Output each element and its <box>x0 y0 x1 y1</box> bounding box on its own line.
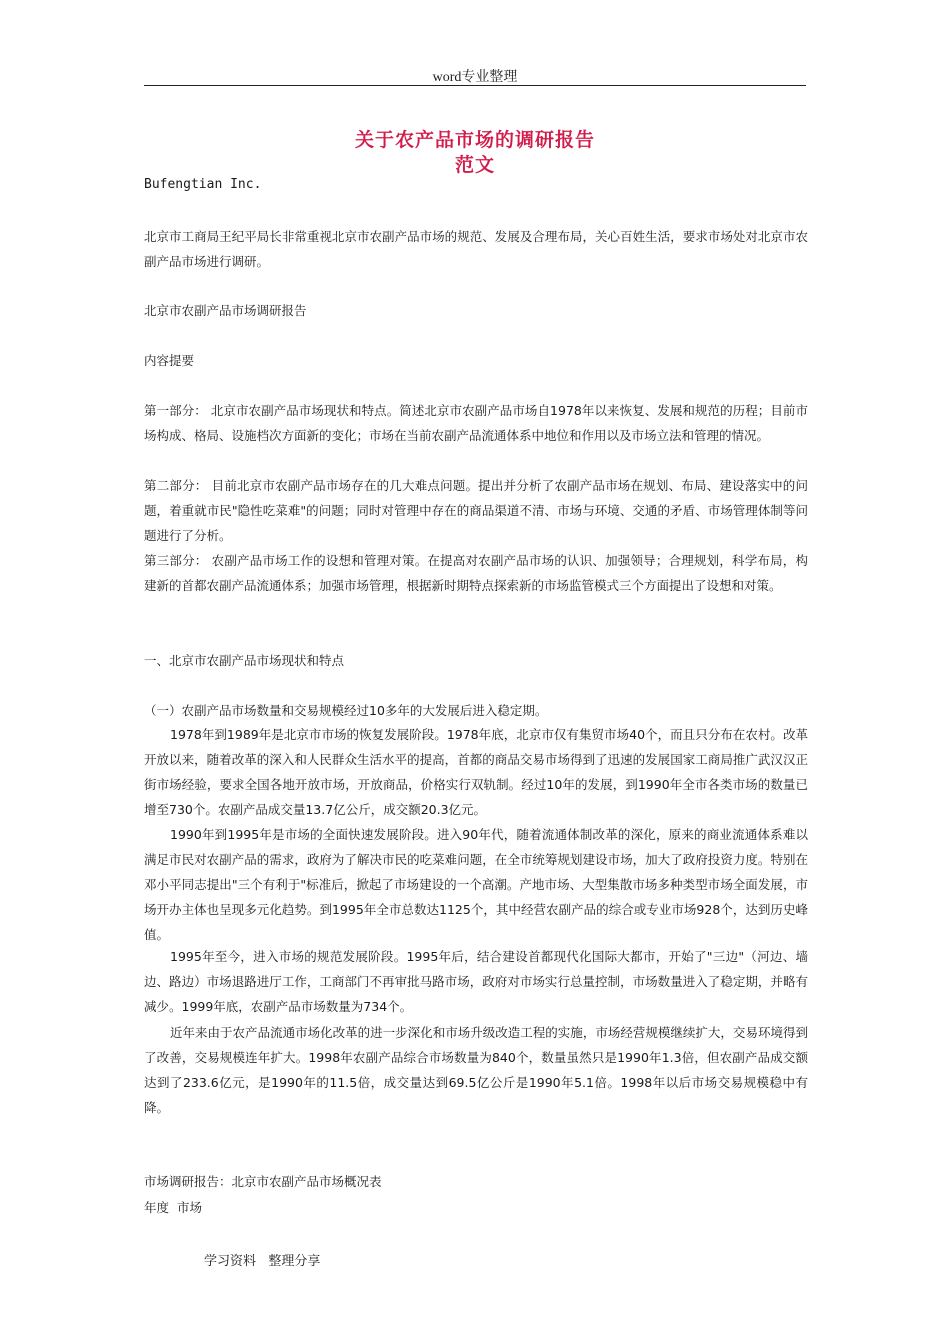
subsection-heading: （一）农副产品市场数量和交易规模经过10多年的大发展后进入稳定期。 <box>144 703 548 718</box>
company-name: Bufengtian Inc. <box>144 177 262 192</box>
body-paragraph-4: 近年来由于农产品流通市场化改革的进一步深化和市场升级改造工程的实施，市场经营规模继续扩大，交易环境得到了改善，交易规模连年扩大。1998年农副产品综合市场数量为840个，数量虽然只是1990年1.3倍，但农副产品成交额达到了233.6亿元，是1990年的11.5倍，成交量达到69.5亿公斤是1990年5.1倍。1998年以后市场交易规模稳中有降。 <box>144 1025 808 1115</box>
summary-part-2: 第二部分： 目前北京市农副产品市场存在的几大难点问题。提出并分析了农副产品市场在规划、布局、建设落实中的问题，着重就市民"隐性吃菜难"的问题；同时对管理中存在的商品渠道不清、市场与环境、交通的矛盾、市场管理体制等问题进行了分析。 <box>144 478 808 543</box>
header-divider <box>144 85 806 86</box>
body-paragraph-2: 1990年到1995年是市场的全面快速发展阶段。进入90年代，随着流通体制改革的深化，原来的商业流通体系难以满足市民对农副产品的需求，政府为了解决市民的吃菜难问题，在全市统筹规划建设市场，加大了政府投资力度。特别在邓小平同志提出"三个有利于"标准后，掀起了市场建设的一个高潮。产地市场、大型集散市场多种类型市场全面发展，市场开办主体也呈现多元化趋势。到1995年全市总数达1125个，其中经营农副产品的综合或专业市场928个，达到历史峰值。 <box>144 827 808 942</box>
document-title: 关于农产品市场的调研报告 <box>354 129 595 151</box>
report-title: 北京市农副产品市场调研报告 <box>144 303 307 318</box>
page-header: word专业整理 <box>432 70 518 85</box>
body-paragraph-1: 1978年到1989年是北京市市场的恢复发展阶段。1978年底，北京市仅有集贸市场40个，而且只分布在农村。改革开放以来，随着改革的深入和人民群众生活水平的提高，首都的商品交易市场得到了迅速的发展国家工商局推广武汉汉正街市场经验，要求全国各地开放市场，开放商品，价格实行双轨制。经过10年的发展，到1990年全市各类市场的数量已增至730个。农副产品成交量13.7亿公斤，成交额20.3亿元。 <box>144 727 808 817</box>
summary-part-3: 第三部分： 农副产品市场工作的设想和管理对策。在提高对农副产品市场的认识、加强领导；合理规划，科学布局，构建新的首都农副产品流通体系；加强市场管理，根据新时期特点探索新的市场监管模式三个方面提出了设想和对策。 <box>144 553 808 593</box>
table-header: 年度 市场 <box>144 1200 202 1215</box>
table-caption: 市场调研报告：北京市农副产品市场概况表 <box>144 1174 382 1189</box>
document-subtitle: 范文 <box>454 154 495 176</box>
summary-part-1: 第一部分： 北京市农副产品市场现状和特点。简述北京市农副产品市场自1978年以来恢复、发展和规范的历程；目前市场构成、格局、设施档次方面新的变化；市场在当前农副产品流通体系中地位和作用以及市场立法和管理的情况。 <box>144 403 808 443</box>
section-heading: 一、北京市农副产品市场现状和特点 <box>144 653 345 668</box>
page-footer: 学习资料 整理分享 <box>204 1254 321 1269</box>
summary-heading: 内容提要 <box>144 353 195 368</box>
intro-paragraph: 北京市工商局王纪平局长非常重视北京市农副产品市场的规范、发展及合理布局，关心百姓生活，要求市场处对北京市农副产品市场进行调研。 <box>144 229 808 269</box>
body-paragraph-3: 1995年至今，进入市场的规范发展阶段。1995年后，结合建设首都现代化国际大都市，开始了"三边"（河边、墙边、路边）市场退路进厅工作，工商部门不再审批马路市场，政府对市场实行总量控制，市场数量进入了稳定期，并略有减少。1999年底，农副产品市场数量为734个。 <box>144 949 808 1014</box>
